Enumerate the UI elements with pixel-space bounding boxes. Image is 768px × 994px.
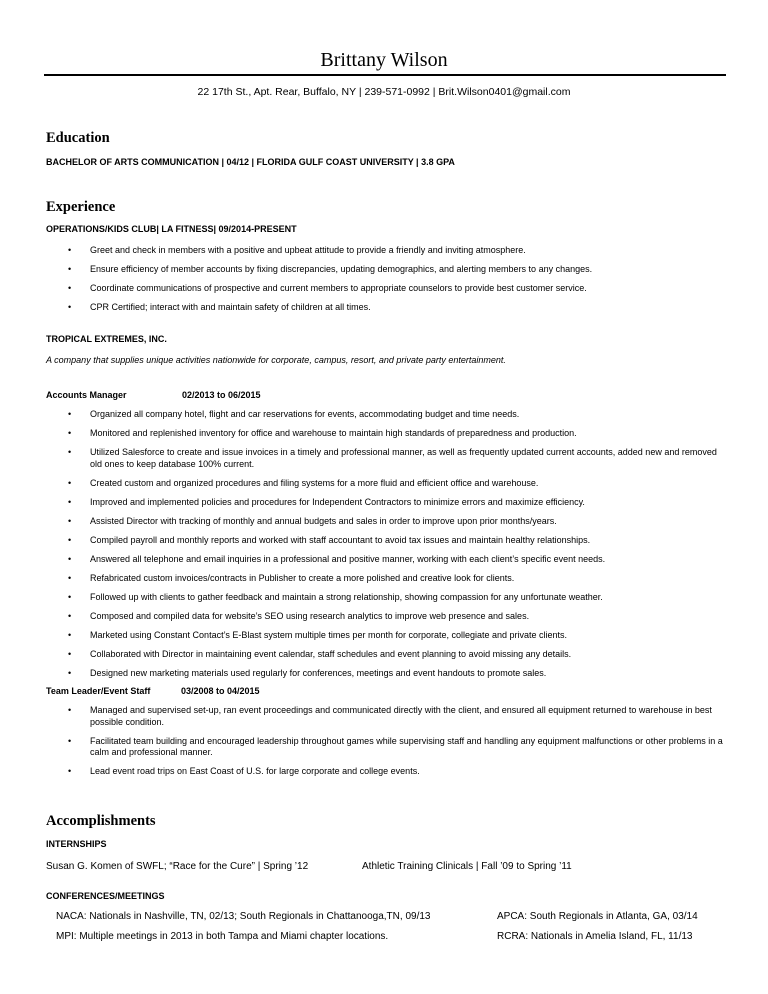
list-item: • Collaborated with Director in maintaining event calendar, staff schedules and event planning to avoid missing any details. <box>60 649 730 661</box>
la-fitness-bullets <box>60 245 730 314</box>
list-item: • Created custom and organized procedures and filing systems for a more fluid and efficient office and warehouse. <box>60 478 730 490</box>
list-item: • Marketed using Constant Contact’s E-Blast system multiple times per month for corporate, collegiate and private clients. <box>60 630 730 642</box>
role-dates-accounts-manager: 02/2013 to 06/2015 <box>182 390 261 400</box>
resume-name: Brittany Wilson <box>320 49 448 71</box>
list-item: • Facilitated team building and encouraged leadership throughout games while supervising staff and handling any equipment malfunctions or other problems in a calm and professional manner. <box>60 736 730 759</box>
internship-athletic: Athletic Training Clinicals | Fall ’09 to Spring ’11 <box>362 861 572 872</box>
list-item: • CPR Certified; interact with and maintain safety of children at all times. <box>60 302 730 314</box>
conference-mpi: MPI: Multiple meetings in 2013 in both Tampa and Miami chapter locations. <box>56 931 389 942</box>
list-item: • Lead event road trips on East Coast of U.S. for large corporate and college events. <box>60 766 730 778</box>
list-item: • Compiled payroll and monthly reports and worked with staff accountant to avoid tax issues and maintain healthy relationships. <box>60 535 730 547</box>
contact-line: 22 17th St., Apt. Rear, Buffalo, NY | 239-571-0992 | Brit.Wilson0401@gmail.com <box>197 86 571 98</box>
list-item: • Assisted Director with tracking of monthly and annual budgets and sales in order to improve upon prior months/years. <box>60 516 730 528</box>
list-item: • Designed new marketing materials used regularly for conferences, meetings and event handouts to promote sales. <box>60 668 730 680</box>
company-name: TROPICAL EXTREMES, INC. <box>46 334 167 344</box>
role-title-accounts-manager: Accounts Manager <box>46 390 127 400</box>
list-item: • Followed up with clients to gather feedback and maintain a strong relationship, showing compassion for any unfortunate weather. <box>60 592 730 604</box>
list-item: • Managed and supervised set-up, ran event proceedings and communicated directly with the client, and ensured all equipment returned to warehouse in best possible condition. <box>60 705 730 728</box>
list-item: • Coordinate communications of prospective and current members to appropriate counselors to provide best customer service. <box>60 283 730 295</box>
list-item: • Greet and check in members with a positive and upbeat attitude to provide a friendly and inviting atmosphere. <box>60 245 730 257</box>
list-item: • Organized all company hotel, flight and car reservations for events, accommodating budget and time needs. <box>60 409 730 421</box>
list-item: • Answered all telephone and email inquiries in a professional and positive manner, working with each client’s specific event needs. <box>60 554 730 566</box>
accounts-manager-bullets <box>60 409 730 679</box>
list-item: • Monitored and replenished inventory for office and warehouse to maintain high standards of preparedness and production. <box>60 428 730 440</box>
list-item: • Refabricated custom invoices/contracts in Publisher to create a more polished and creative look for clients. <box>60 573 730 585</box>
conference-rcra: RCRA: Nationals in Amelia Island, FL, 11/13 <box>497 931 693 942</box>
experience-heading: Experience <box>46 199 116 215</box>
internship-komen: Susan G. Komen of SWFL; “Race for the Cure” | Spring ’12 <box>46 861 309 872</box>
list-item: • Ensure efficiency of member accounts by fixing discrepancies, updating demographics, and alerting members to any changes. <box>60 264 730 276</box>
company-description: A company that supplies unique activities nationwide for corporate, campus, resort, and private party entertainment. <box>46 355 506 365</box>
list-item: • Improved and implemented policies and procedures for Independent Contractors to minimize errors and maximize efficiency. <box>60 497 730 509</box>
team-leader-bullets <box>60 705 730 778</box>
education-degree: BACHELOR OF ARTS COMMUNICATION | 04/12 | FLORIDA GULF COAST UNIVERSITY | 3.8 GPA <box>46 157 455 167</box>
role-title-team-leader: Team Leader/Event Staff <box>46 686 151 696</box>
conference-apca: APCA: South Regionals in Atlanta, GA, 03/14 <box>497 911 698 922</box>
conference-naca: NACA: Nationals in Nashville, TN, 02/13; South Regionals in Chattanooga,TN, 09/13 <box>56 911 431 922</box>
education-heading: Education <box>46 130 110 146</box>
accomplishments-heading: Accomplishments <box>46 813 156 829</box>
header-divider <box>44 74 726 76</box>
list-item: • Utilized Salesforce to create and issue invoices in a timely and professional manner, as well as frequently updated current accounts, added new and removed old ones to keep database 100% current. <box>60 447 730 470</box>
job-title-la-fitness: OPERATIONS/KIDS CLUB| LA FITNESS| 09/2014-PRESENT <box>46 224 297 234</box>
internships-label: INTERNSHIPS <box>46 839 107 849</box>
role-dates-team-leader: 03/2008 to 04/2015 <box>181 686 260 696</box>
conferences-label: CONFERENCES/MEETINGS <box>46 891 165 901</box>
list-item: • Composed and compiled data for website’s SEO using research analytics to improve web presence and sales. <box>60 611 730 623</box>
